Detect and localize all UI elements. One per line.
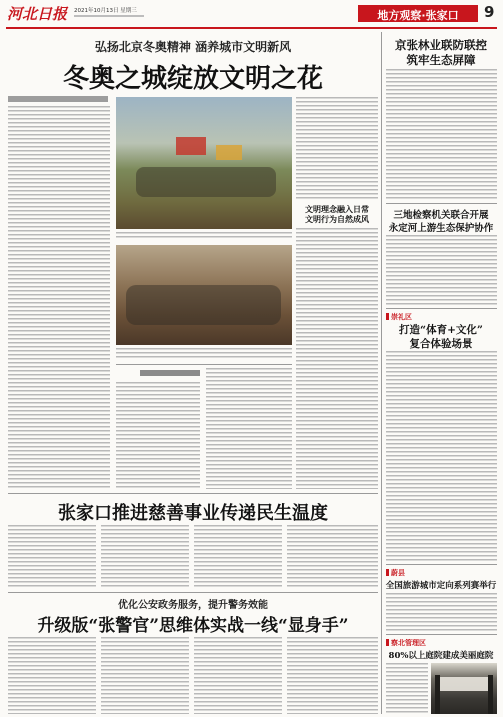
masthead [0,0,503,28]
sidebar-story-3-headline-line2: 复合体验场景 [409,338,473,350]
page-number: 9 [484,3,495,21]
crowd-shape [136,167,276,197]
main-story-subhead-2: 文明行为自然成风 [305,214,369,224]
story-divider [8,493,378,494]
bottom-story-2-body-col4 [287,637,378,714]
sidebar-story-4-headline: 全国旅游城市定向系列赛举行 [385,581,497,591]
main-story-kicker: 弘扬北京冬奥精神 涵养城市文明新风 [94,40,292,54]
main-story-photo-bottom [116,245,292,345]
sidebar-story-5-headline: 80%以上庭院建成美丽庭院 [388,651,494,661]
sidebar-story-5-photo [431,663,497,714]
sidebar-story-4-region-label: 蔚县 [386,568,405,578]
bottom-story-2-kicker: 优化公安政务服务，提升警务效能 [118,600,268,611]
sidebar-story-2-headline-line1: 三地检察机关联合开展 [393,210,489,221]
sidebar-divider [386,634,497,635]
main-story-body-col4a [296,97,378,201]
sidebar-story-4-body [386,593,497,631]
bottom-story-2-headline: 升级版“张警官”思维体实战一线“显身手” [37,616,349,636]
sidebar-story-5-body [386,663,428,714]
sidebar-divider [386,203,497,204]
bottom-story-2-body-col1 [8,637,96,714]
gate-pillar-shape [488,675,493,714]
issue-meta-line [74,15,144,17]
page-vertical-divider [381,32,382,714]
main-story-body-col4b [296,228,378,489]
bottom-story-1-headline: 张家口推进慈善事业传递民生温度 [58,503,328,524]
section-title-badge [358,5,478,22]
gate-sign-shape [439,677,489,691]
bottom-story-1-body-col2 [101,525,189,588]
sidebar-divider [386,308,497,309]
sidebar-story-1-body [386,69,497,200]
bottom-story-1-body-col3 [194,525,282,588]
main-story-byline [8,96,108,102]
sidebar-story-2-body [386,235,497,305]
main-story-photo-top [116,97,292,229]
bottom-story-2-body-col3 [194,637,282,714]
main-story-subhead-1: 文明理念融入日常 [305,204,369,214]
newspaper-logo: 河北日报 [7,5,68,23]
issue-date: 2021年10月13日 星期三 [74,8,137,14]
sidebar-divider [386,564,497,565]
section-title: 地方观察·张家口 [377,9,459,22]
main-story-inset-heading [140,370,200,376]
crowd-shape [126,285,281,325]
story-divider [8,592,378,593]
sidebar-story-3-body [386,351,497,561]
bottom-story-1-body-col4 [287,525,378,588]
sidebar-story-2-headline-line2: 永定河上游生态保护协作 [388,223,494,234]
gate-pillar-shape [435,675,440,714]
sidebar-story-1-headline-line2: 筑牢生态屏障 [406,53,476,67]
photo-caption [116,348,292,360]
main-story-body-col3 [206,368,292,489]
flag-shape [176,137,206,155]
column-divider [116,364,292,365]
main-story-headline: 冬奥之城绽放文明之花 [62,64,323,94]
sidebar-story-3-region-label: 崇礼区 [386,312,412,322]
photo-caption [116,232,292,240]
sidebar-story-1-headline-line1: 京张林业联防联控 [395,38,487,52]
main-story-body-col1 [8,106,110,489]
main-story-body-col2 [116,382,200,489]
sidebar-story-5-region-label: 察北管理区 [386,638,426,648]
flag-shape [216,145,242,160]
bottom-story-2-body-col2 [101,637,189,714]
bottom-story-1-body-col1 [8,525,96,588]
header-divider [6,27,497,29]
sidebar-story-3-headline-line1: 打造“体育+文化” [399,324,483,336]
